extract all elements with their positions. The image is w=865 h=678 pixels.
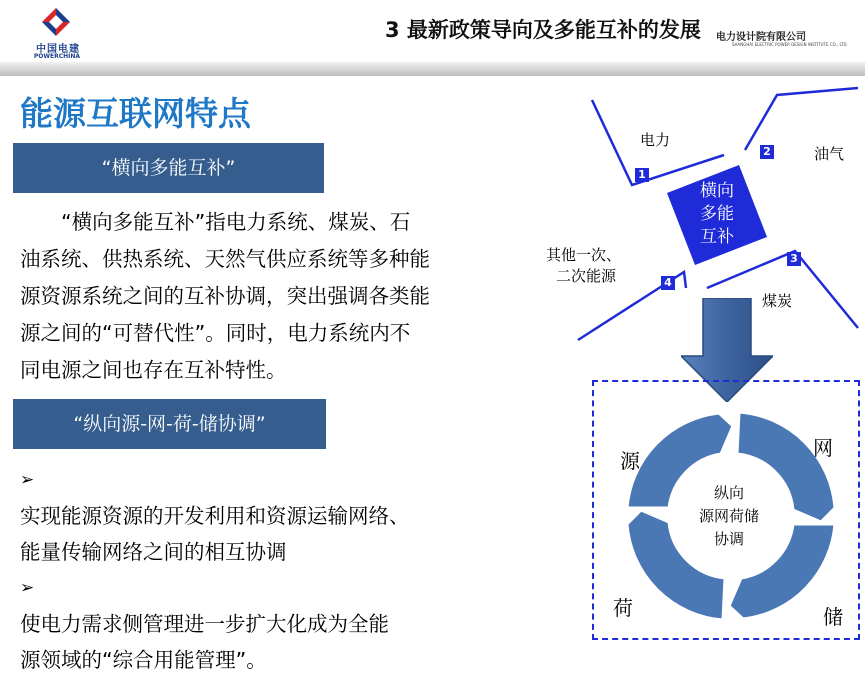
cycle-label-load: 荷 [613, 596, 633, 620]
section-bar-horizontal: “横向多能互补” [13, 143, 324, 193]
cycle-label-grid: 网 [813, 436, 833, 460]
slide-header-title: 3 最新政策导向及多能互补的发展 [385, 18, 701, 42]
paragraph-line: 源资源系统之间的互补协调，突出强调各类能 [20, 284, 430, 308]
paragraph-line: 油系统、供热系统、天然气供应系统等多种能 [20, 247, 430, 271]
cycle-center-line: 源网荷储 [698, 507, 759, 525]
cycle-label-source: 源 [620, 449, 640, 473]
number-badge-2: 2 [760, 145, 774, 159]
bullet-continuation: 能量传输网络之间的相互协调 [20, 540, 287, 564]
bullet-continuation: 源领域的“综合用能管理”。 [20, 648, 267, 672]
number-badge-4: 4 [661, 276, 675, 290]
bullet-arrow-icon: ➢ [20, 470, 35, 490]
cycle-center-line: 协调 [713, 530, 744, 548]
cycle-center-label [683, 482, 775, 551]
center-label-line: 多能 [700, 204, 734, 224]
section-bar-vertical: “纵向源-网-荷-储协调” [13, 399, 326, 449]
bullet-arrow-icon: ➢ [20, 578, 35, 598]
institute-name-cn: 电力设计院有限公司 [716, 32, 806, 43]
number-badge-1: 1 [635, 168, 649, 182]
paragraph-line: 同电源之间也存在互补特性。 [20, 358, 287, 382]
paragraph-line: “横向多能互补”指电力系统、煤炭、石 [20, 210, 411, 234]
paragraph-line: 源之间的“可替代性”。同时，电力系统内不 [20, 321, 411, 345]
logo-text-en: POWERCHINA [33, 53, 81, 60]
institute-name-en: SHANGHAI ELECTRIC POWER DESIGN INSTITUTE CO., LTD. [732, 42, 848, 47]
label-oil-gas: 油气 [814, 145, 845, 163]
label-other-energy-1: 其他一次、 [546, 246, 622, 264]
bullet-text: 实现能源资源的开发利用和资源运输网络、 [20, 504, 410, 528]
center-label-line: 互补 [700, 227, 734, 247]
label-power: 电力 [640, 131, 671, 149]
center-square-label [675, 180, 759, 249]
label-coal: 煤炭 [762, 292, 793, 310]
logo-text-cn: 中国电建 [36, 44, 80, 55]
cycle-center-line: 纵向 [713, 484, 744, 502]
number-badge-3: 3 [787, 252, 801, 266]
page-title: 能源互联网特点 [20, 94, 251, 133]
label-other-energy-2: 二次能源 [556, 267, 617, 285]
road-line-top-right [745, 88, 858, 150]
bullet-text: 使电力需求侧管理进一步扩大化成为全能 [20, 612, 389, 636]
cycle-label-storage: 储 [823, 605, 843, 629]
center-label-line: 横向 [700, 181, 734, 201]
